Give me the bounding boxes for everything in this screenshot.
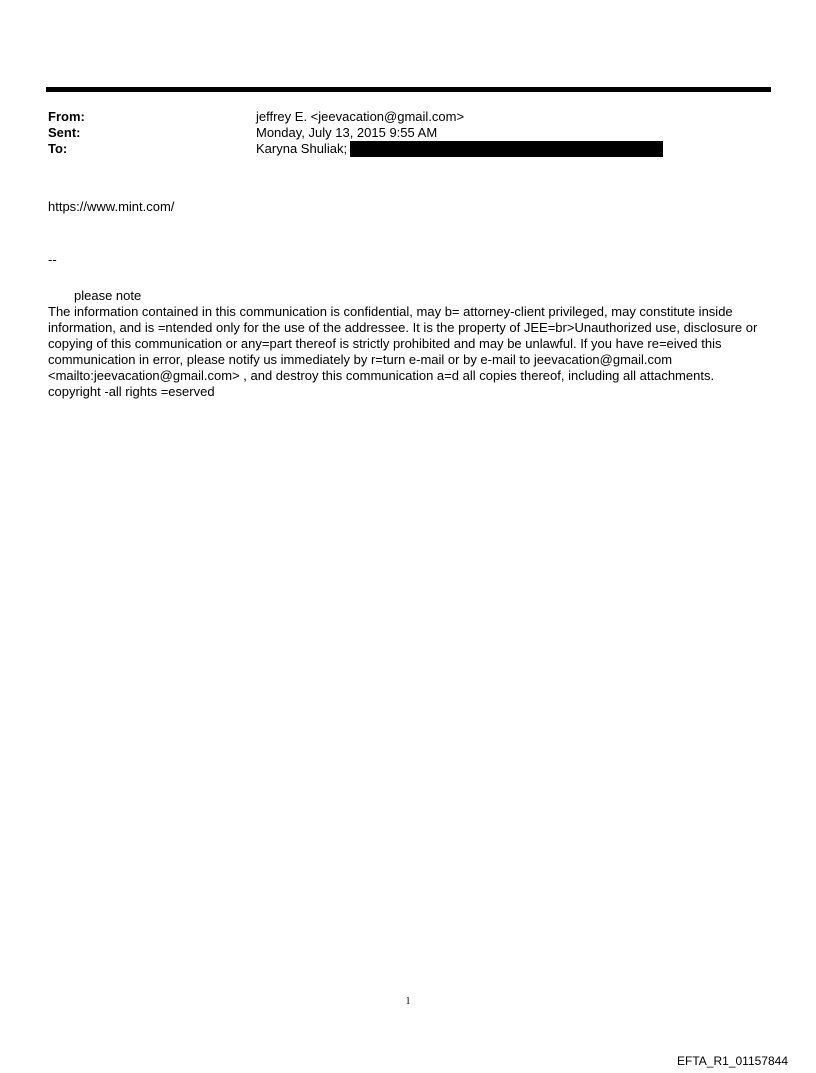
to-value: Karyna Shuliak; xyxy=(256,141,348,156)
from-row xyxy=(48,109,748,125)
to-value-wrap xyxy=(256,141,663,157)
sent-row xyxy=(48,125,748,141)
signature-separator: -- xyxy=(48,252,57,267)
page-number: 1 xyxy=(405,996,411,1007)
email-header xyxy=(48,109,748,157)
to-label: To: xyxy=(48,141,68,156)
disclaimer-text: The information contained in this communication is confidential, may b= attorney-client privileged, may constitute inside information, and is =ntended only for the use of the addressee. It is the property of JEE=br>Unauthorized use, disclosure or copying of this communication or any=part thereof is strictly prohibited and may be unlawful. If you have re=eived this communication in error, please notify us immediately by r=turn e-mail or by e-mail to jeevacation@gmail.com <mailto:jeevacation@gmail.com> , and destroy this communication a=d all copies thereof, including all attachments. copyright -all rights =eserved xyxy=(48,304,758,399)
header-divider xyxy=(46,87,771,92)
from-label: From: xyxy=(48,109,85,124)
sent-value: Monday, July 13, 2015 9:55 AM xyxy=(256,125,438,140)
from-value: jeffrey E. <jeevacation@gmail.com> xyxy=(256,109,465,124)
note-heading: please note xyxy=(74,288,142,303)
document-id: EFTA_R1_01157844 xyxy=(677,1054,788,1068)
sent-label: Sent: xyxy=(48,125,81,140)
to-row xyxy=(48,141,748,157)
redaction-box xyxy=(350,141,663,157)
body-url: https://www.mint.com/ xyxy=(48,199,175,214)
